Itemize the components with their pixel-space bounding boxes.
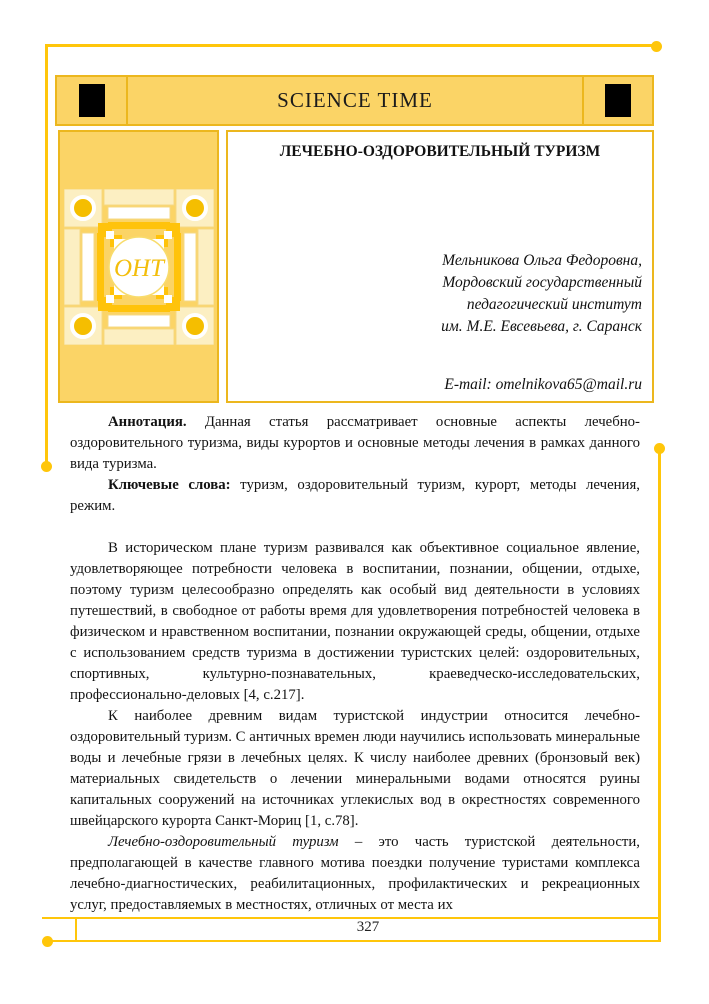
article-email: E-mail: omelnikova65@mail.ru: [444, 376, 642, 393]
page-number: 327: [356, 919, 380, 935]
author-block: [228, 250, 652, 338]
journal-title: SCIENCE TIME: [277, 88, 433, 112]
abstract-paragraph: [70, 412, 640, 475]
frame-left-line: [45, 44, 48, 467]
author-affiliation-line: им. М.Е. Евсевьева, г. Саранск: [441, 318, 642, 335]
keywords-text: туризм, оздоровительный туризм, курорт, методы лечения, режим.: [70, 477, 640, 514]
journal-logo-icon: [64, 189, 214, 345]
logo-monogram: ОНТ: [113, 254, 164, 282]
article-body: [70, 412, 640, 916]
abstract-label: Аннотация.: [108, 414, 187, 430]
paragraph-text: К наиболее древним видам туристской индустрии относится лечебно-оздоровительный туризм. С античных времен люди научились использовать минеральные воды и лечебные грязи в лечебных целях. К числу наиболее древних (бронзовый век) материальных свидетельств о лечении минеральными водами относятся руины капитальных сооружений на источниках углекислых вод в окрестностях современного швейцарского курорта Санкт-Мориц [1, с.78].: [70, 708, 640, 829]
paragraph-text: – это часть туристской деятельности, предполагающей в качестве главного мотива поездки получение туристами комплекса лечебно-диагностических, реабилитационных, профилактических и рекреационных услуг, предоставляемых в местностях, отличных от места их: [70, 834, 640, 913]
paragraph-text: В историческом плане туризм развивался как объективное социальное явление, удовлетворяющее потребности человека в воспитании, познании, общении, отдыхе, поэтому туризм целесообразно определять как особый вид деятельности в условиях путешествий, в свободное от работы время для удовлетворения потребностей человека в физическом и нравственном воспитании, познании окружающей среды, общении, отдыхе с использованием средств туризма в достижении туристских целей: оздоровительных, спортивных, культурно-познавательных, краеведческо-исследовательских, профессионально-деловых [4, с.217].: [70, 540, 640, 703]
frame-dot-top-right: [651, 41, 662, 52]
frame-dot-right: [654, 443, 665, 454]
body-paragraph: [70, 706, 640, 832]
frame-dot-left: [41, 461, 52, 472]
author-affiliation-line: педагогический институт: [466, 296, 642, 313]
body-paragraph: [70, 832, 640, 916]
article-title: ЛЕЧЕБНО-ОЗДОРОВИТЕЛЬНЫЙ ТУРИЗМ: [279, 143, 601, 160]
body-paragraph: [70, 538, 640, 706]
banner-right-cell: [582, 77, 652, 124]
frame-top-line: [45, 44, 656, 47]
paragraph-lead-italic: Лечебно-оздоровительный туризм: [108, 834, 339, 850]
banner-left-mark: [79, 84, 105, 117]
abstract-text: Данная статья рассматривает основные аспекты лечебно-оздоровительного туризма, виды курортов и основные методы лечения в рамках данного вида туризма.: [70, 414, 640, 472]
banner-left-cell: [57, 77, 128, 124]
footer-bottom-line: [47, 940, 659, 942]
keywords-paragraph: [70, 475, 640, 517]
journal-header-banner: [55, 75, 654, 126]
frame-dot-bottom-left: [42, 936, 53, 947]
keywords-label: Ключевые слова:: [108, 477, 231, 493]
author-line: Мельникова Ольга Федоровна,: [442, 252, 642, 269]
journal-logo-panel: [58, 130, 219, 403]
article-header-box: [226, 130, 654, 403]
banner-right-mark: [605, 84, 631, 117]
author-affiliation-line: Мордовский государственный: [442, 274, 642, 291]
frame-right-line: [658, 448, 661, 942]
